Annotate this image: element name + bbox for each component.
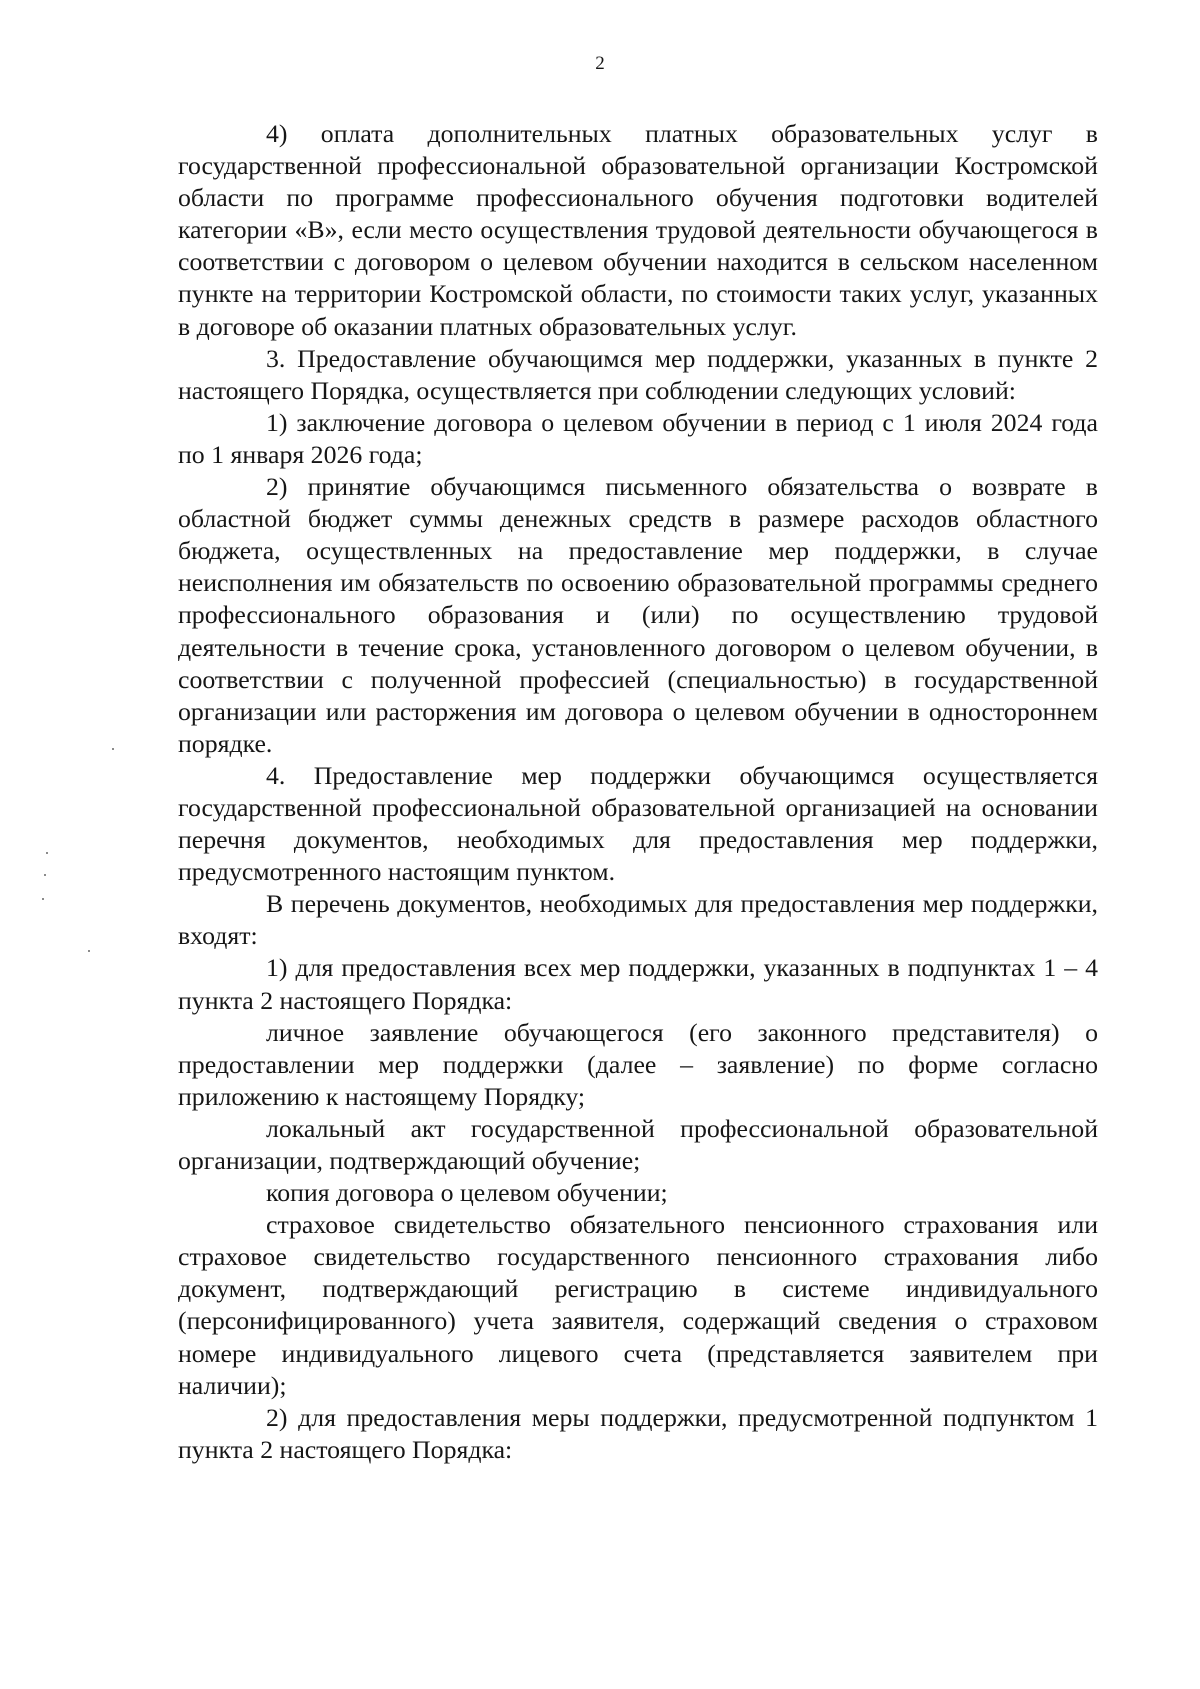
paragraph-condition-2-refund-obligation: 2) принятие обучающимся письменного обязательства о возврате в областной бюджет суммы денежных средств в размере расходов областного бюджета, осуществленных на предоставление мер поддержки, в случае неисполнения им обязательств по освоению образовательной программы среднего профессионального образования и (или) по осуществлению трудовой деятельности в течение срока, установленного договором о целевом обучении, в соответствии с полученной профессией (специальностью) в государственной организации или расторжения им договора о целевом обучении в одностороннем порядке.: [178, 472, 1098, 758]
paragraph-list-2-measure-1: 2) для предоставления меры поддержки, предусмотренной подпунктом 1 пункта 2 настоящего Порядка:: [178, 1402, 1098, 1464]
paragraph-condition-1-contract-period: 1) заключение договора о целевом обучении в период с 1 июля 2024 года по 1 января 2026 года;: [178, 407, 1098, 469]
paragraph-document-list-intro: В перечень документов, необходимых для предоставления мер поддержки, входят:: [178, 889, 1098, 951]
scan-speck: [112, 748, 114, 750]
paragraph-clause-4-provision: 4. Предоставление мер поддержки обучающимся осуществляется государственной профессиональной образовательной организацией на основании перечня документов, необходимых для предоставления мер поддержки, предусмотренного настоящим пунктом.: [178, 760, 1098, 887]
scan-speck: [42, 898, 44, 900]
paragraph-personal-application: личное заявление обучающегося (его законного представителя) о предоставлении мер поддержки (далее – заявление) по форме согласно приложению к настоящему Порядку;: [178, 1017, 1098, 1111]
scan-speck: [88, 950, 90, 952]
paragraph-clause-3-conditions: 3. Предоставление обучающимся мер поддержки, указанных в пункте 2 настоящего Порядка, осуществляется при соблюдении следующих условий:: [178, 343, 1098, 405]
scan-speck: [46, 852, 48, 854]
paragraph-local-act: локальный акт государственной профессиональной образовательной организации, подтверждающий обучение;: [178, 1113, 1098, 1175]
paragraph-insurance-certificate: страховое свидетельство обязательного пенсионного страхования или страховое свидетельство государственного пенсионного страхования либо документ, подтверждающий регистрацию в системе индивидуального (персонифицированного) учета заявителя, содержащий сведения о страховом номере индивидуального лицевого счета (представляется заявителем при наличии);: [178, 1210, 1098, 1400]
page-number: 2: [595, 53, 605, 74]
document-body: [178, 118, 1098, 1466]
paragraph-item-4-paid-services: 4) оплата дополнительных платных образовательных услуг в государственной профессиональной образовательной организации Костромской области по программе профессионального обучения подготовки водителей категории «В», если место осуществления трудовой деятельности обучающегося в соответствии с договором о целевом обучении находится в сельском населенном пункте на территории Костромской области, по стоимости таких услуг, указанных в договоре об оказании платных образовательных услуг.: [178, 119, 1098, 341]
paragraph-list-1-all-measures: 1) для предоставления всех мер поддержки, указанных в подпунктах 1 – 4 пункта 2 настоящего Порядка:: [178, 953, 1098, 1015]
paragraph-contract-copy: копия договора о целевом обучении;: [266, 1178, 668, 1208]
scan-speck: [44, 874, 46, 876]
